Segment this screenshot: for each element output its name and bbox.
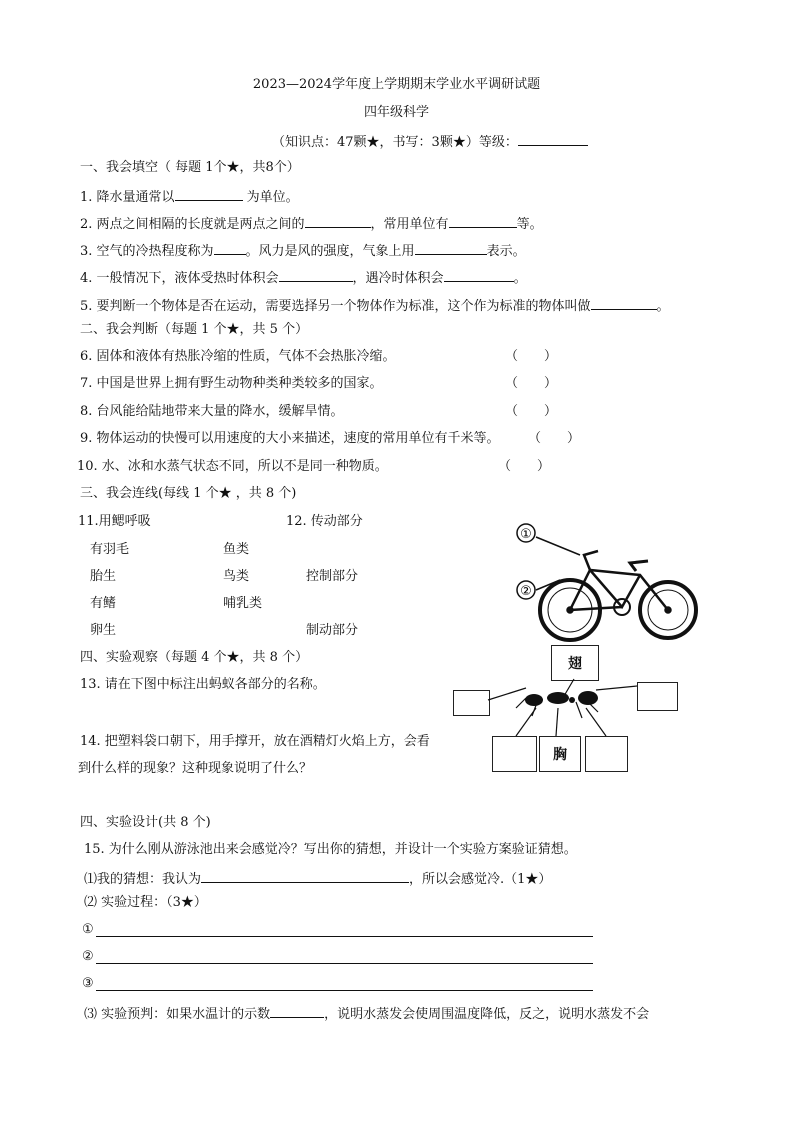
- bike-mark-1: ①: [520, 527, 532, 542]
- step-2-mark: ②: [82, 949, 94, 964]
- left-item-1[interactable]: 有羽毛: [90, 542, 130, 557]
- q2: [80, 213, 543, 234]
- q6: 6. 固体和液体有热胀冷缩的性质，气体不会热胀冷缩。: [80, 349, 396, 364]
- q1: [80, 186, 299, 207]
- guess-text-b: ，所以会感觉冷.（1★）: [409, 872, 552, 887]
- q3-text-c: 表示。: [486, 244, 526, 259]
- q10-answer-paren[interactable]: （ ）: [498, 459, 551, 474]
- q4-text-a: 4. 一般情况下，液体受热时体积会: [80, 271, 279, 286]
- ant-label-thorax[interactable]: 胸: [539, 736, 581, 772]
- q3-blank-1[interactable]: [214, 240, 246, 255]
- guess-line: [84, 868, 551, 889]
- q2-blank-1[interactable]: [305, 213, 371, 228]
- q3-text-a: 3. 空气的冷热程度称为: [80, 244, 214, 259]
- left-item-3[interactable]: 有鳍: [90, 596, 117, 611]
- right-item-1[interactable]: 控制部分: [306, 569, 359, 584]
- q5-blank[interactable]: [591, 295, 657, 310]
- process-title: ⑵ 实验过程：（3★）: [84, 895, 207, 910]
- ant-label-box-left[interactable]: [453, 690, 490, 716]
- q3-blank-2[interactable]: [415, 240, 487, 255]
- ant-figure: [486, 676, 646, 738]
- ant-label-wing[interactable]: 翅: [551, 645, 599, 681]
- q4: [80, 267, 527, 288]
- q6-answer-paren[interactable]: （ ）: [505, 349, 558, 364]
- section3-title: 三、我会连线(每线 1 个★ ，共 8 个): [80, 486, 297, 501]
- q2-text-c: 等。: [516, 217, 543, 232]
- q4-blank-1[interactable]: [279, 267, 353, 282]
- q14-line2: 到什么样的现象？这种现象说明了什么？: [78, 761, 313, 776]
- q5: [80, 295, 670, 316]
- grade-blank[interactable]: [518, 131, 588, 146]
- step-2-line[interactable]: [96, 963, 593, 964]
- step-1-line[interactable]: [96, 936, 593, 937]
- q15: 15. 为什么刚从游泳池出来会感觉冷？写出你的猜想，并设计一个实验方案验证猜想。: [84, 842, 577, 857]
- subject-title: 四年级科学: [363, 105, 429, 120]
- q9-answer-paren[interactable]: （ ）: [528, 431, 581, 446]
- section2-title: 二、我会判断（每题 1 个★，共 5 个）: [80, 322, 309, 337]
- mid-item-1[interactable]: 鱼类: [223, 542, 250, 557]
- step-1-mark: ①: [82, 922, 94, 937]
- q9: 9. 物体运动的快慢可以用速度的大小来描述，速度的常用单位有千米等。: [80, 431, 500, 446]
- left-item-2[interactable]: 胎生: [90, 569, 117, 584]
- step-3-mark: ③: [82, 976, 94, 991]
- predict-blank[interactable]: [270, 1003, 324, 1018]
- q12-item: 12. 传动部分: [286, 514, 363, 529]
- section4-title: 四、实验观察（每题 4 个★，共 8 个）: [80, 650, 309, 665]
- section5-title: 四、实验设计(共 8 个): [80, 815, 211, 830]
- ant-label-box-bottom-right[interactable]: [585, 736, 628, 772]
- right-item-2[interactable]: 制动部分: [306, 623, 359, 638]
- mid-item-2[interactable]: 鸟类: [223, 569, 250, 584]
- predict-text-a: ⑶ 实验预判：如果水温计的示数: [84, 1007, 271, 1022]
- predict-text-b: ，说明水蒸发会使周围温度降低，反之，说明水蒸发不会: [324, 1007, 650, 1022]
- predict-line: [84, 1003, 649, 1024]
- q8: 8. 台风能给陆地带来大量的降水，缓解旱情。: [80, 404, 344, 419]
- q5-text-a: 5. 要判断一个物体是否在运动，需要选择另一个物体作为标准，这个作为标准的物体叫做: [80, 299, 591, 314]
- q7-answer-paren[interactable]: （ ）: [505, 376, 558, 391]
- q10: 10. 水、冰和水蒸气状态不同，所以不是同一种物质。: [77, 459, 388, 474]
- bicycle-figure: [510, 515, 710, 655]
- q2-text-b: ，常用单位有: [370, 217, 449, 232]
- q1-text-b: 为单位。: [242, 190, 299, 205]
- q8-answer-paren[interactable]: （ ）: [505, 404, 558, 419]
- exam-title: 2023—2024学年度上学期期末学业水平调研试题: [252, 77, 541, 92]
- q7: 7. 中国是世界上拥有野生动物种类种类较多的国家。: [80, 376, 383, 391]
- q11-item: 11.用鳃呼吸: [78, 514, 151, 529]
- scoring-text: （知识点：47颗★，书写：3颗★）等级：: [272, 135, 518, 150]
- q14-line1: 14. 把塑料袋口朝下，用手撑开，放在酒精灯火焰上方，会看: [80, 734, 430, 749]
- section1-title: 一、我会填空（ 每题 1个★，共8个）: [80, 160, 300, 175]
- q5-text-b: 。: [656, 299, 670, 314]
- q3: [80, 240, 526, 261]
- q4-text-c: 。: [513, 271, 527, 286]
- step-3-line[interactable]: [96, 990, 593, 991]
- q1-blank[interactable]: [175, 186, 243, 201]
- ant-label-box-bottom-left[interactable]: [492, 736, 537, 772]
- guess-blank[interactable]: [201, 868, 409, 883]
- q3-text-b: 。风力是风的强度，气象上用: [245, 244, 415, 259]
- q2-blank-2[interactable]: [449, 213, 517, 228]
- left-item-4[interactable]: 卵生: [90, 623, 117, 638]
- mid-item-3[interactable]: 哺乳类: [223, 596, 263, 611]
- q1-text-a: 1. 降水量通常以: [80, 190, 175, 205]
- guess-text-a: ⑴我的猜想：我认为: [84, 872, 202, 887]
- q4-text-b: ，遇冷时体积会: [352, 271, 444, 286]
- scoring-line: [272, 131, 588, 152]
- q4-blank-2[interactable]: [444, 267, 514, 282]
- q2-text-a: 2. 两点之间相隔的长度就是两点之间的: [80, 217, 305, 232]
- bike-mark-2: ②: [520, 584, 532, 599]
- q13: 13. 请在下图中标注出蚂蚁各部分的名称。: [80, 677, 326, 692]
